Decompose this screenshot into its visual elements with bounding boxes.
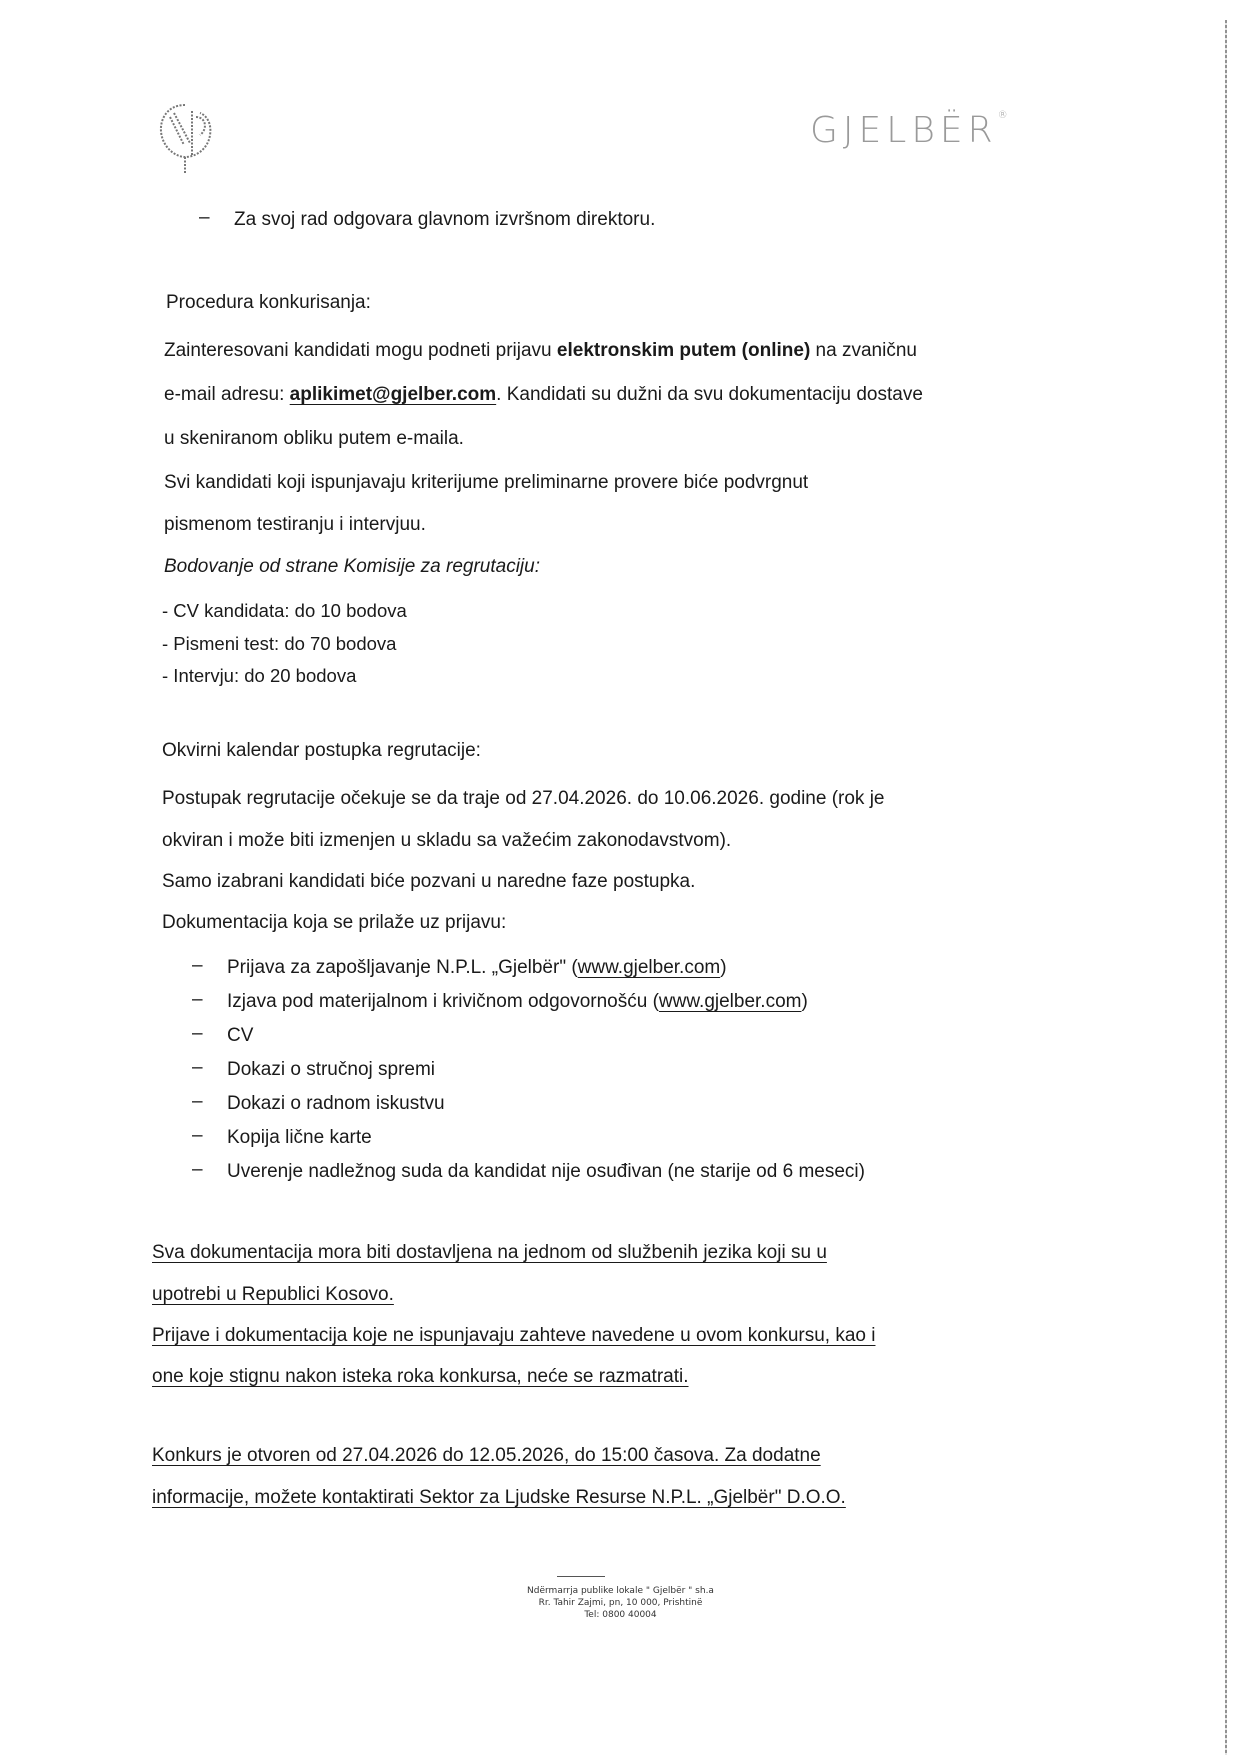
- procedure-line-1: [164, 340, 917, 362]
- notice-line-4: one koje stignu nakon isteka roka konkursa, neće se razmatrati.: [152, 1366, 689, 1387]
- municipality-emblem-icon: [150, 95, 220, 175]
- notice-line-3: Prijave i dokumentacija koje ne ispunjavaju zahteve navedene u ovom konkursu, kao i: [152, 1325, 876, 1346]
- intro-bullet-text: Za svoj rad odgovara glavnom izvršnom direktoru.: [234, 209, 656, 230]
- document-item: Uverenje nadležnog suda da kandidat nije osuđivan (ne starije od 6 meseci): [227, 1161, 865, 1182]
- procedure-heading: Procedura konkurisanja:: [166, 292, 371, 313]
- text: e-mail adresu:: [164, 384, 290, 405]
- text: . Kandidati su dužni da svu dokumentaciju dostave: [496, 384, 923, 405]
- procedure-line-5: pismenom testiranju i intervjuu.: [164, 514, 426, 535]
- procedure-line-3: u skeniranom obliku putem e-maila.: [164, 428, 464, 449]
- procedure-line-4: Svi kandidati koji ispunjavaju kriterijume preliminarne provere biće podvrgnut: [164, 472, 809, 493]
- scoring-item: - CV kandidata: do 10 bodova: [162, 600, 407, 621]
- document-item: Kopija lične karte: [227, 1127, 372, 1148]
- calendar-line-2: okviran i može biti izmenjen u skladu sa važećim zakonodavstvom).: [162, 830, 732, 851]
- dash-bullet: –: [192, 955, 203, 976]
- notice-line-1: Sva dokumentacija mora biti dostavljena na jednom od službenih jezika koji su u: [152, 1242, 827, 1263]
- footer-company: Ndërmarrja publike lokale " Gjelbër " sh.a: [527, 1586, 714, 1596]
- text: Prijava za zapošljavanje N.P.L. „Gjelbër" (: [227, 957, 578, 978]
- calendar-line-3: Samo izabrani kandidati biće pozvani u naredne faze postupka.: [162, 871, 696, 892]
- online-emphasis: elektronskim putem (online): [556, 340, 811, 361]
- scoring-item: - Intervju: do 20 bodova: [162, 665, 357, 686]
- document-item: [227, 957, 727, 979]
- dash-bullet: –: [192, 1159, 203, 1180]
- dash-bullet: –: [192, 989, 203, 1010]
- text: Zainteresovani kandidati mogu podneti prijavu: [164, 340, 557, 361]
- dash-bullet: –: [192, 1125, 203, 1146]
- text: ): [720, 957, 727, 978]
- dash-bullet: –: [192, 1057, 203, 1078]
- dash-bullet: –: [192, 1023, 203, 1044]
- text: ): [801, 991, 808, 1012]
- registered-mark: ®: [997, 110, 1008, 121]
- footer-street: Rr. Tahir Zajmi, pn, 10 000, Prishtinë: [538, 1598, 703, 1608]
- document-item: CV: [227, 1025, 254, 1046]
- document-item: Dokazi o radnom iskustvu: [227, 1093, 445, 1114]
- website-link[interactable]: www.gjelber.com: [658, 991, 802, 1012]
- dash-bullet: –: [192, 1091, 203, 1112]
- document-item: [227, 991, 808, 1013]
- calendar-heading: Okvirni kalendar postupka regrutacije:: [162, 740, 481, 761]
- procedure-line-2: [164, 384, 923, 406]
- notice-line-5: Konkurs je otvoren od 27.04.2026 do 12.05.2026, do 15:00 časova. Za dodatne: [152, 1445, 821, 1466]
- document-item: Dokazi o stručnoj spremi: [227, 1059, 436, 1080]
- scan-edge-line: [1225, 20, 1227, 1755]
- text: na zvaničnu: [810, 340, 917, 361]
- calendar-line-1: Postupak regrutacije očekuje se da traje od 27.04.2026. do 10.06.2026. godine (rok je: [162, 788, 885, 809]
- website-link[interactable]: www.gjelber.com: [577, 957, 721, 978]
- notice-line-2: upotrebi u Republici Kosovo.: [152, 1284, 394, 1305]
- footer-divider: [557, 1576, 605, 1577]
- email-link[interactable]: aplikimet@gjelber.com: [289, 384, 497, 405]
- logo-text: GJELBËR: [810, 110, 998, 151]
- footer-address: [0, 1585, 1241, 1621]
- footer-phone: Tel: 0800 40004: [584, 1610, 657, 1620]
- dash-bullet: –: [199, 207, 210, 228]
- text: Izjava pod materijalnom i krivičnom odgovornošću (: [227, 991, 659, 1012]
- scoring-heading: Bodovanje od strane Komisije za regrutaciju:: [164, 556, 540, 577]
- notice-line-6: informacije, možete kontaktirati Sektor za Ljudske Resurse N.P.L. „Gjelbër" D.O.O.: [152, 1487, 846, 1508]
- calendar-line-4: Dokumentacija koja se prilaže uz prijavu:: [162, 912, 507, 933]
- scoring-item: - Pismeni test: do 70 bodova: [162, 633, 397, 654]
- gjelber-logo: [810, 110, 1008, 151]
